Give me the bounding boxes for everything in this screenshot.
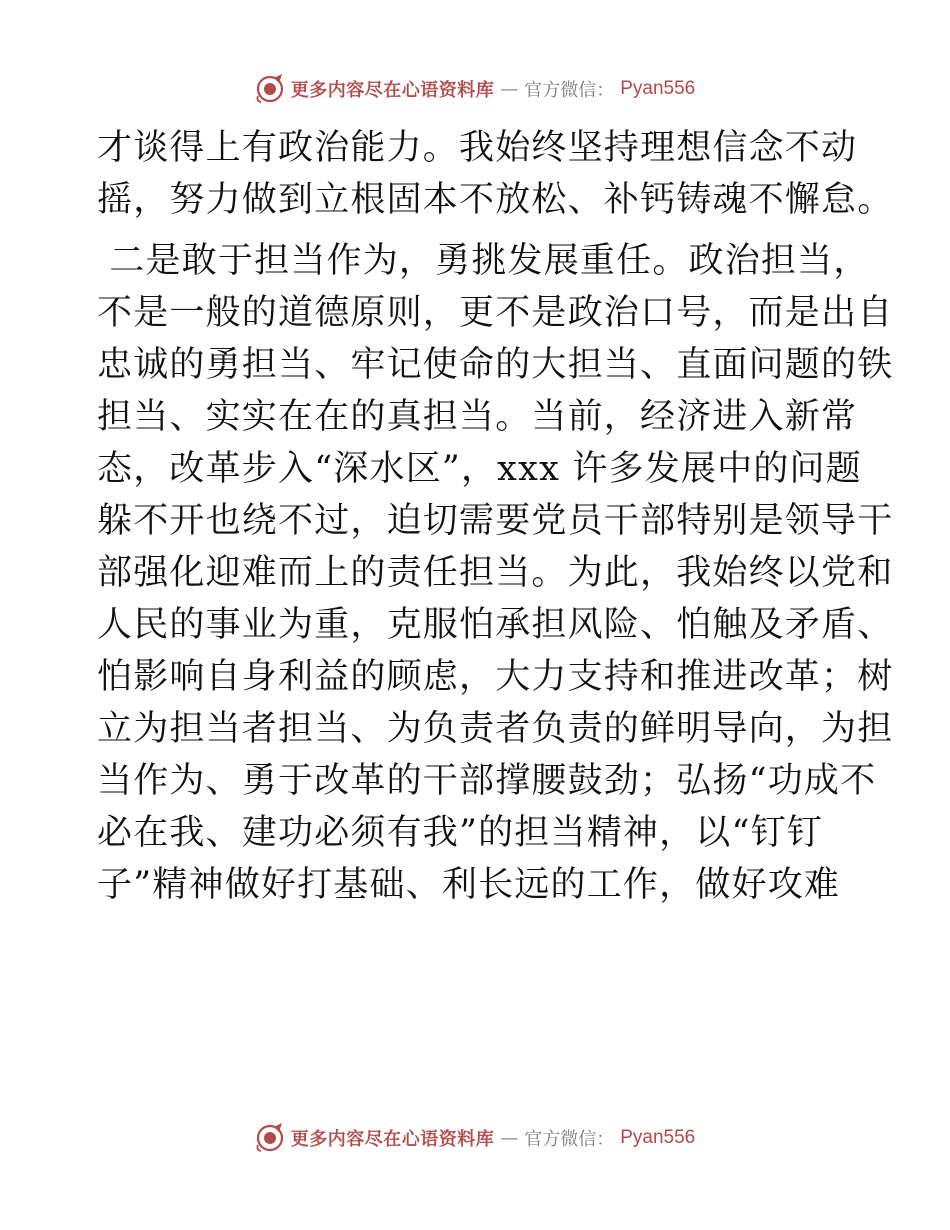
paragraph-start-line: 二是敢于担当作为，勇挑发展重任。政治担当， <box>97 241 870 281</box>
header-dash: — <box>500 78 519 100</box>
header-wechat-id: Pyan556 <box>620 78 696 99</box>
text-line: 摇，努力做到立根固本不放松、补钙铸魂不懈怠。 <box>97 180 894 220</box>
text-line: 必在我、建功必须有我”的担当精神，以“钉钉 <box>97 813 823 853</box>
text-line: 人民的事业为重，克服怕承担风险、怕触及矛盾、 <box>97 605 894 645</box>
footer-dash: — <box>500 1127 519 1149</box>
text-line: 立为担当者担当、为负责者负责的鲜明导向，为担 <box>97 709 894 749</box>
footer-wechat-label: 官方微信： <box>524 1129 615 1150</box>
text-line: 才谈得上有政治能力。我始终坚持理想信念不动 <box>97 128 858 168</box>
brand-logo-icon <box>255 1123 285 1153</box>
text-line: 态，改革步入“深水区”，xxx 许多发展中的问题 <box>97 449 862 489</box>
text-line: 子”精神做好打基础、利长远的工作，做好攻难 <box>97 865 841 905</box>
text-line: 部强化迎难而上的责任担当。为此，我始终以党和 <box>97 553 894 593</box>
text-line: 怕影响自身利益的顾虑，大力支持和推进改革；树 <box>97 657 894 697</box>
text-line: 不是一般的道德原则，更不是政治口号，而是出自 <box>97 293 894 333</box>
text-line: 忠诚的勇担当、牢记使命的大担当、直面问题的铁 <box>97 345 894 385</box>
footer-brand-text: 更多内容尽在心语资料库 <box>290 1129 495 1150</box>
text-line: 担当、实实在在的真担当。当前，经济进入新常 <box>97 397 858 437</box>
document-body <box>97 122 894 911</box>
header-wechat-label: 官方微信： <box>524 80 615 101</box>
brand-logo-icon <box>255 74 285 104</box>
text-line: 躲不开也绕不过，迫切需要党员干部特别是领导干 <box>97 501 894 541</box>
page-header-banner <box>0 74 950 104</box>
text-line: 当作为、勇于改革的干部撑腰鼓劲；弘扬“功成不 <box>97 761 877 801</box>
footer-wechat-id: Pyan556 <box>620 1127 696 1148</box>
header-brand-text: 更多内容尽在心语资料库 <box>290 80 495 101</box>
page-footer-banner <box>0 1123 950 1153</box>
